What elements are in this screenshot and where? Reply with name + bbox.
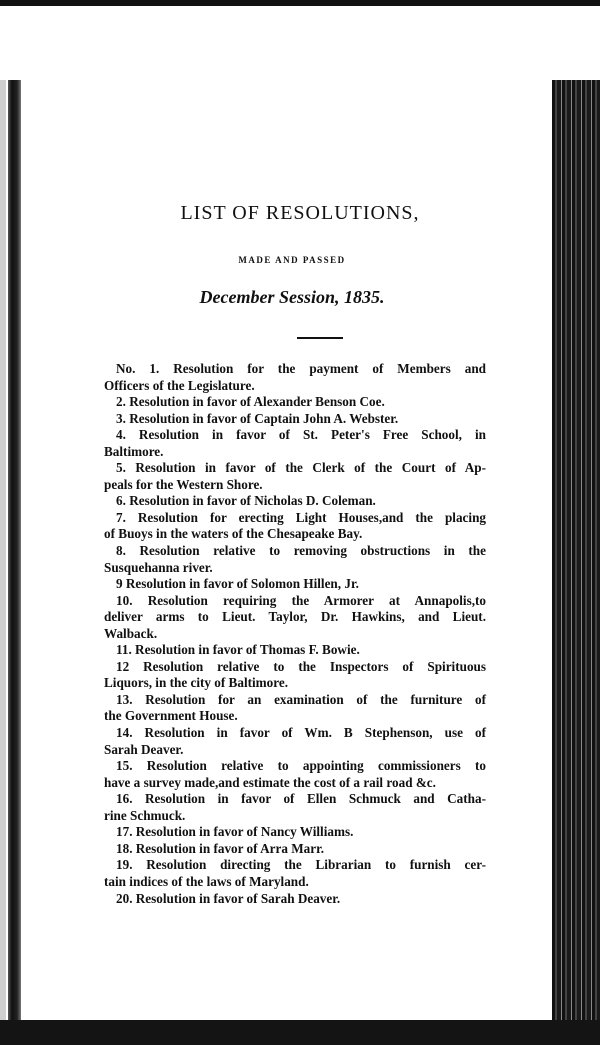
resolution-item (104, 841, 486, 858)
resolution-line: of Buoys in the waters of the Chesapeake Bay. (104, 526, 363, 542)
resolution-item (104, 394, 486, 411)
resolution-line: 20. Resolution in favor of Sarah Deaver. (116, 890, 341, 906)
resolution-line: Susquehanna river. (104, 559, 213, 575)
resolution-line: Sarah Deaver. (104, 741, 184, 757)
resolution-line: 4. Resolution in favor of St. Peter's Free School, in (116, 427, 486, 443)
session-heading: December Session, 1835. (199, 287, 385, 307)
resolution-line: 9 Resolution in favor of Solomon Hillen, Jr. (116, 576, 359, 592)
resolution-line: 17. Resolution in favor of Nancy Williams. (116, 824, 354, 840)
resolution-line: 12 Resolution relative to the Inspectors of Spirituous (116, 658, 486, 674)
resolution-line: 5. Resolution in favor of the Clerk of the Court of Ap- (116, 460, 486, 476)
resolution-line: 3. Resolution in favor of Captain John A. Webster. (116, 410, 399, 426)
resolution-line: Liquors, in the city of Baltimore. (104, 675, 289, 691)
page-subtitle: MADE AND PASSED (238, 255, 346, 265)
resolution-line: 7. Resolution for erecting Light Houses,and the placing (116, 509, 486, 525)
resolution-item (104, 411, 486, 428)
resolution-line: deliver arms to Lieut. Taylor, Dr. Hawkins, and Lieut. (104, 609, 486, 625)
resolution-line: have a survey made,and estimate the cost of a rail road &c. (104, 774, 436, 790)
resolution-item (104, 692, 486, 725)
resolution-line: 16. Resolution in favor of Ellen Schmuck and Catha- (116, 791, 486, 807)
resolution-item (104, 824, 486, 841)
resolution-line: Walback. (104, 625, 158, 641)
resolution-item (104, 576, 486, 593)
scan-bottom-edge (0, 1020, 600, 1045)
resolution-line: 13. Resolution for an examination of the furniture of (116, 691, 486, 707)
resolution-item (104, 758, 486, 791)
resolution-line: Officers of the Legislature. (104, 377, 255, 393)
resolution-item (104, 427, 486, 460)
resolution-line: the Government House. (104, 708, 238, 724)
resolution-item (104, 791, 486, 824)
resolution-line: peals for the Western Shore. (104, 476, 263, 492)
resolution-item (104, 642, 486, 659)
resolution-item (104, 725, 486, 758)
resolution-line: 6. Resolution in favor of Nicholas D. Coleman. (116, 493, 376, 509)
resolution-item (104, 593, 486, 643)
resolution-line: 18. Resolution in favor of Arra Marr. (116, 840, 325, 856)
resolution-line: 19. Resolution directing the Librarian to furnish cer- (116, 857, 486, 873)
resolutions-list (104, 361, 486, 907)
resolution-item (104, 510, 486, 543)
resolution-item (104, 891, 486, 908)
page-title: LIST OF RESOLUTIONS, (180, 202, 420, 224)
resolution-item (104, 493, 486, 510)
resolution-item (104, 543, 486, 576)
resolution-item (104, 659, 486, 692)
resolution-line: 11. Resolution in favor of Thomas F. Bowie. (116, 642, 360, 658)
resolution-item (104, 361, 486, 394)
resolution-line: 14. Resolution in favor of Wm. B Stephenson, use of (116, 725, 486, 741)
resolution-line: No. 1. Resolution for the payment of Members and (116, 361, 486, 376)
resolution-line: 10. Resolution requiring the Armorer at Annapolis,to (116, 592, 486, 608)
resolution-item (104, 857, 486, 890)
resolution-line: 8. Resolution relative to removing obstructions in the (116, 543, 486, 559)
resolution-line: tain indices of the laws of Maryland. (104, 873, 309, 889)
resolution-line: 15. Resolution relative to appointing commissioners to (116, 758, 486, 774)
scan-top-edge (0, 0, 600, 6)
resolution-line: Baltimore. (104, 443, 164, 459)
resolution-item (104, 460, 486, 493)
resolution-line: 2. Resolution in favor of Alexander Benson Coe. (116, 394, 385, 410)
divider-rule (297, 337, 343, 339)
resolution-line: rine Schmuck. (104, 807, 186, 823)
